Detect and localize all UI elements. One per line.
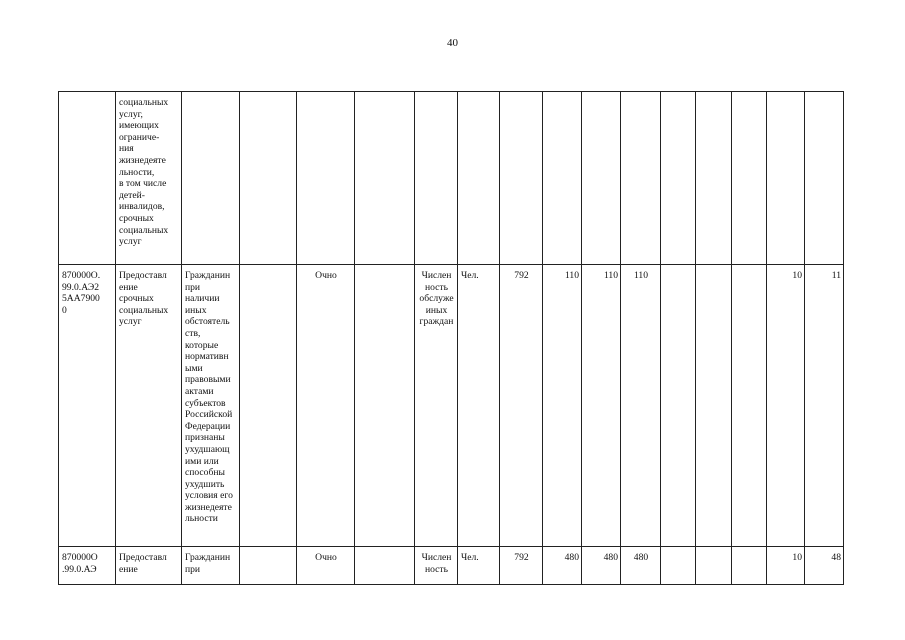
empty-cell bbox=[661, 265, 696, 547]
table-row bbox=[59, 265, 844, 547]
empty-cell bbox=[732, 265, 767, 547]
service-name-cell: социальных услуг, имеющих ограниче- ния жизнедеяте льности, в том числе детей- инвалидов, срочных социальных услуг bbox=[116, 92, 182, 265]
empty-cell bbox=[732, 92, 767, 265]
value-year3-cell: 110 bbox=[621, 265, 661, 547]
indicator-cell: Числен ность обслуже иных граждан bbox=[415, 265, 458, 547]
empty-cell bbox=[355, 92, 415, 265]
service-code-cell bbox=[59, 92, 116, 265]
table-row bbox=[59, 92, 844, 265]
empty-cell bbox=[732, 547, 767, 585]
okei-code-cell bbox=[500, 92, 543, 265]
value-year2-cell: 480 bbox=[582, 547, 621, 585]
value-year1-cell: 480 bbox=[543, 547, 582, 585]
value-year2-cell: 110 bbox=[582, 265, 621, 547]
empty-cell bbox=[240, 547, 297, 585]
empty-cell bbox=[355, 265, 415, 547]
indicator-cell bbox=[415, 92, 458, 265]
page-number: 40 bbox=[447, 37, 458, 49]
empty-cell bbox=[696, 265, 732, 547]
unit-cell bbox=[458, 92, 500, 265]
value-year1-cell bbox=[543, 92, 582, 265]
empty-cell bbox=[696, 547, 732, 585]
value-year3-cell bbox=[621, 92, 661, 265]
form-cell bbox=[297, 92, 355, 265]
service-name-cell: Предоставл ение bbox=[116, 547, 182, 585]
deviation-absolute-cell bbox=[805, 92, 844, 265]
deviation-percent-cell: 10 bbox=[767, 547, 805, 585]
recipient-category-cell: Гражданин при bbox=[182, 547, 240, 585]
service-name-cell: Предоставл ение срочных социальных услуг bbox=[116, 265, 182, 547]
unit-cell: Чел. bbox=[458, 547, 500, 585]
empty-cell bbox=[240, 92, 297, 265]
empty-cell bbox=[696, 92, 732, 265]
deviation-percent-cell bbox=[767, 92, 805, 265]
empty-cell bbox=[240, 265, 297, 547]
empty-cell bbox=[661, 92, 696, 265]
unit-cell: Чел. bbox=[458, 265, 500, 547]
deviation-absolute-cell: 11 bbox=[805, 265, 844, 547]
value-year2-cell bbox=[582, 92, 621, 265]
form-cell: Очно bbox=[297, 547, 355, 585]
okei-code-cell: 792 bbox=[500, 265, 543, 547]
table-row bbox=[59, 547, 844, 585]
services-table bbox=[58, 91, 844, 585]
deviation-absolute-cell: 48 bbox=[805, 547, 844, 585]
empty-cell bbox=[355, 547, 415, 585]
okei-code-cell: 792 bbox=[500, 547, 543, 585]
value-year3-cell: 480 bbox=[621, 547, 661, 585]
recipient-category-cell bbox=[182, 92, 240, 265]
form-cell: Очно bbox=[297, 265, 355, 547]
recipient-category-cell: Гражданин при наличии иных обстоятель ств, которые нормативн ыми правовыми актами субъектов Российской Федерации признаны ухудшающ ими или способны ухудшить условия его жизнедеяте льности bbox=[182, 265, 240, 547]
service-code-cell: 870000О .99.0.АЭ bbox=[59, 547, 116, 585]
indicator-cell: Числен ность bbox=[415, 547, 458, 585]
empty-cell bbox=[661, 547, 696, 585]
value-year1-cell: 110 bbox=[543, 265, 582, 547]
service-code-cell: 870000О. 99.0.АЭ2 5АА7900 0 bbox=[59, 265, 116, 547]
deviation-percent-cell: 10 bbox=[767, 265, 805, 547]
